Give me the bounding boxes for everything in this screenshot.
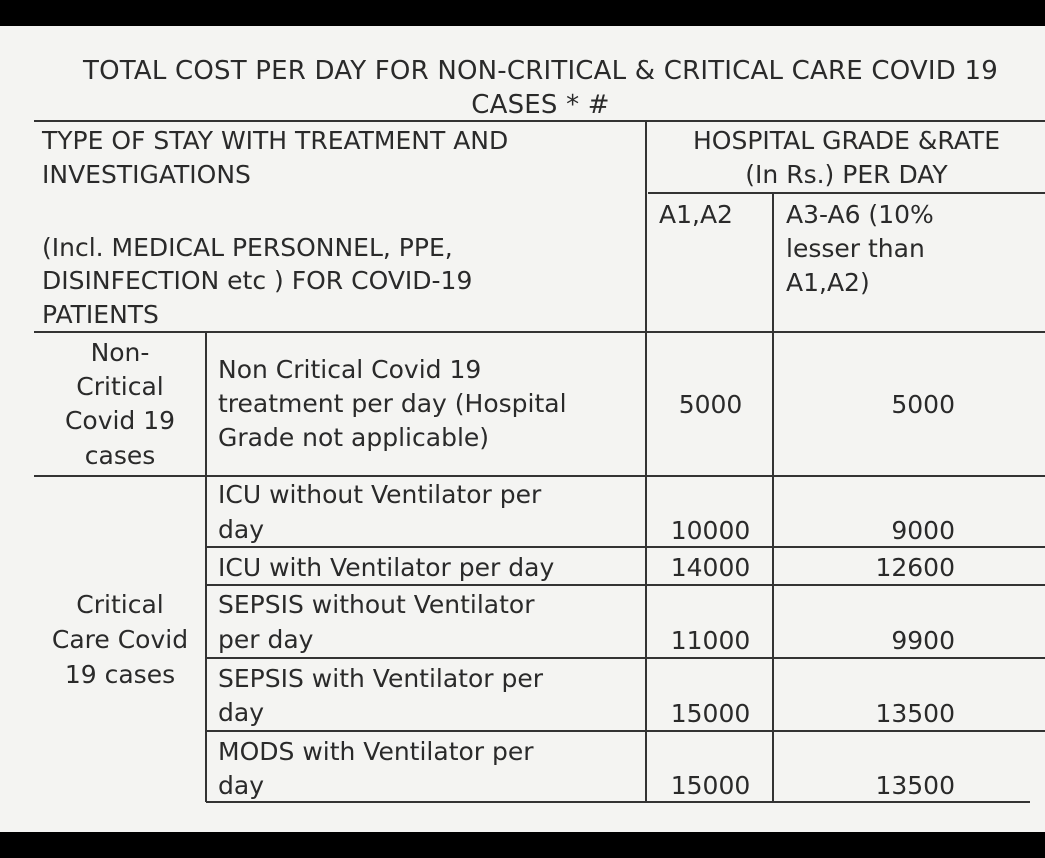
header-hospital-grade-line2: (In Rs.) PER DAY: [745, 160, 948, 189]
row-a3a6-value: 9900: [891, 626, 955, 655]
group-critical-label-line2: Care Covid: [51, 625, 189, 654]
document-page: [0, 26, 1045, 832]
row-desc-line: day: [218, 515, 264, 544]
row-a3a6-value: 12600: [875, 553, 955, 582]
group-critical-label-line1: Critical: [76, 590, 164, 619]
row-a1a2-value: 5000: [678, 390, 743, 419]
header-col-a3-a6-line1: A3-A6 (10%: [786, 200, 934, 229]
header-incl-line1: (Incl. MEDICAL PERSONNEL, PPE,: [42, 233, 453, 262]
group-non-critical-label-line3: Covid 19: [64, 406, 176, 435]
header-hospital-grade-line1: HOSPITAL GRADE &RATE: [692, 126, 1000, 155]
header-type-of-stay-line2: INVESTIGATIONS: [42, 160, 251, 189]
row-desc-line: day: [218, 698, 264, 727]
group-non-critical-label-line1: Non-: [90, 338, 150, 367]
group-critical-label-line3: 19 cases: [64, 660, 176, 689]
row-desc-line: ICU without Ventilator per: [218, 480, 542, 509]
group-non-critical-label-line2: Critical: [76, 372, 164, 401]
row-a3a6-value: 13500: [875, 771, 955, 800]
header-incl-line3: PATIENTS: [42, 300, 159, 329]
row-desc-line: day: [218, 771, 264, 800]
group-non-critical-label-line4: cases: [84, 441, 156, 470]
document-title: TOTAL COST PER DAY FOR NON-CRITICAL & CRITICAL CARE COVID 19 CASES * #: [83, 56, 998, 120]
header-type-of-stay-line1: TYPE OF STAY WITH TREATMENT AND: [42, 126, 509, 155]
header-col-a3-a6-line2: lesser than: [786, 234, 925, 263]
row-a1a2-value: 10000: [670, 516, 751, 545]
row-desc-line: Grade not applicable): [218, 423, 490, 452]
row-desc-line: SEPSIS without Ventilator: [218, 590, 535, 619]
row-desc-line: SEPSIS with Ventilator per: [218, 664, 544, 693]
row-a1a2-value: 11000: [670, 626, 751, 655]
row-desc-line: per day: [218, 625, 314, 654]
row-a1a2-value: 15000: [670, 699, 751, 728]
header-col-a3-a6-line3: A1,A2): [786, 268, 870, 297]
row-a3a6-value: 13500: [875, 699, 955, 728]
row-desc-line: treatment per day (Hospital: [218, 389, 567, 418]
row-a3a6-value: 5000: [891, 390, 955, 419]
row-a3a6-value: 9000: [891, 516, 955, 545]
row-desc-line: Non Critical Covid 19: [218, 355, 482, 384]
row-a1a2-value: 15000: [670, 771, 751, 800]
header-incl-line2: DISINFECTION etc ) FOR COVID-19: [42, 266, 473, 295]
header-col-a1-a2: A1,A2: [659, 200, 733, 229]
row-desc-line: MODS with Ventilator per: [218, 737, 534, 766]
row-a1a2-value: 14000: [670, 553, 751, 582]
row-desc-line: ICU with Ventilator per day: [218, 553, 555, 582]
